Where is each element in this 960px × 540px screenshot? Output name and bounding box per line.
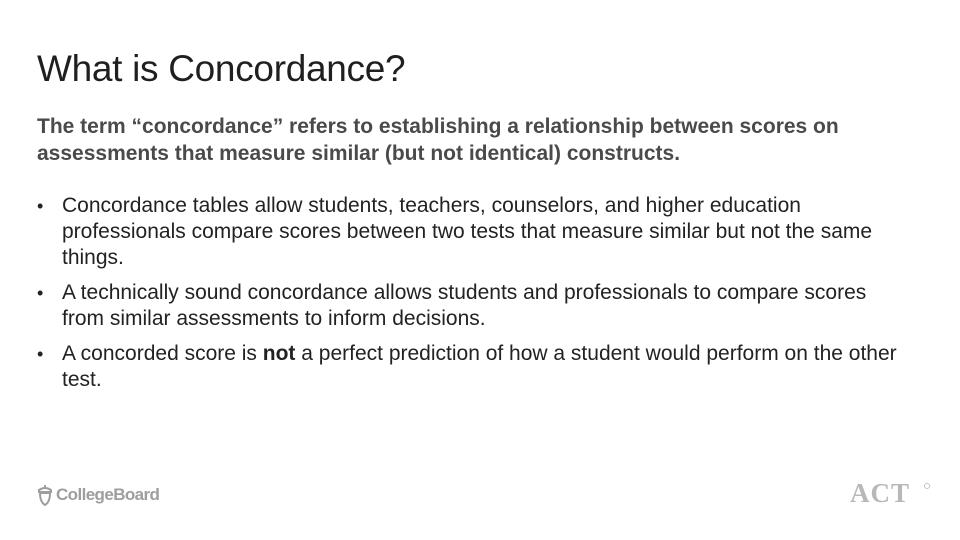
slide-subtitle: The term “concordance” refers to establishing a relationship between scores on assessments that measure similar (but not identical) constructs. (37, 115, 839, 165)
bullet-text-pre: A concorded score is (62, 342, 263, 365)
bullet-marker: • (37, 283, 44, 303)
act-logo (850, 478, 932, 508)
act-logo-text: ACT (850, 478, 911, 508)
bullet-text-post: a perfect prediction of how a student would perform on the other test. (62, 342, 897, 391)
collegeboard-logo (36, 484, 159, 506)
collegeboard-logo-text: CollegeBoard (56, 485, 160, 504)
bullet-text: A technically sound concordance allows students and professionals to compare scores from similar assessments to inform decisions. (62, 281, 867, 330)
bullet-marker: • (37, 196, 44, 216)
bullet-text-emphasis: not (262, 342, 296, 365)
slide-title: What is Concordance? (37, 48, 406, 89)
acorn-icon (36, 484, 54, 506)
bullet-text: Concordance tables allow students, teachers, counselors, and higher education professionals compare scores between two tests that measure similar but not the same things. (62, 194, 873, 269)
bullet-item (37, 341, 897, 393)
registered-mark-icon (925, 484, 930, 489)
bullet-list (37, 193, 897, 402)
bullet-marker: • (37, 344, 44, 364)
bullet-item (37, 280, 897, 332)
bullet-item (37, 193, 897, 271)
